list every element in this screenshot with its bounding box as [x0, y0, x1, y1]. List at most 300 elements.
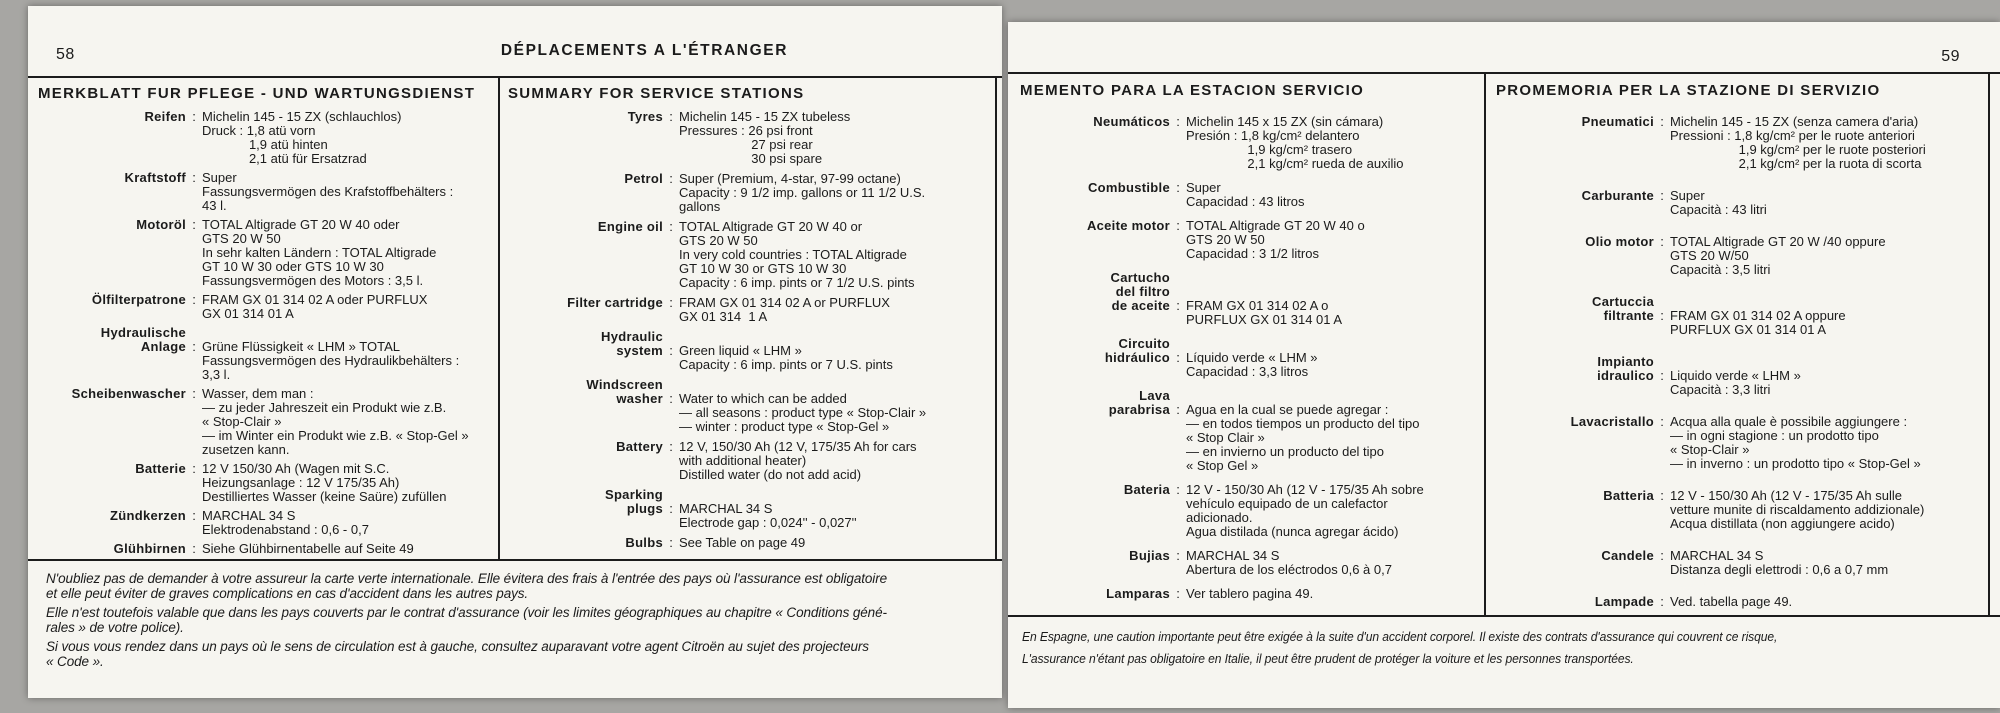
text-line: Abertura de los eléctrodos 0,6 à 0,7 [1186, 562, 1392, 577]
label-value-separator: : [192, 541, 196, 556]
text-line: Fassungsvermögen des Hydraulikbehälters : [202, 353, 460, 368]
spanish-spec-list [1020, 115, 1476, 601]
text-line: FRAM GX 01 314 02 A oppure [1670, 308, 1846, 323]
text-line: Lamparas [1106, 586, 1170, 601]
spec-entry [1020, 549, 1476, 577]
german-spec-list [38, 110, 490, 556]
spec-entry [508, 296, 988, 324]
right-page [1008, 22, 2000, 708]
spec-entry [508, 536, 988, 550]
label-value-separator: : [192, 386, 196, 401]
text-line: system [616, 343, 663, 358]
text-line: MARCHAL 34 S [679, 501, 773, 516]
spec-label [1496, 189, 1654, 217]
text-line: filtrante [1603, 308, 1654, 323]
spec-label [1496, 489, 1654, 531]
spec-value [1186, 299, 1476, 327]
spec-value [1670, 489, 1982, 531]
text-line: Capacidad : 3,3 litros [1186, 364, 1309, 379]
text-line: 1,9 kg/cm² per le ruote posteriori [1670, 142, 1926, 157]
spec-label [38, 171, 186, 213]
spec-value [202, 509, 490, 537]
text-line: Liquido verde « LHM » [1670, 368, 1801, 383]
text-line: Cartuccia [1592, 294, 1654, 309]
label-value-separator: : [1176, 586, 1180, 601]
text-line: Neumáticos [1093, 114, 1170, 129]
column-divider [1484, 72, 1486, 617]
label-value-separator: : [1660, 548, 1664, 563]
text-line: Heizungsanlage : 12 V 175/35 Ah) [202, 475, 400, 490]
text-line: TOTAL Altigrade GT 20 W 40 o [1186, 218, 1365, 233]
text-line: — in ogni stagione : un prodotto tipo [1670, 428, 1879, 443]
text-line: — in inverno : un prodotto tipo « Stop-Gel » [1670, 456, 1921, 471]
label-value-separator: : [1176, 548, 1180, 563]
spec-label [38, 387, 186, 457]
spec-entry [38, 387, 490, 457]
spec-value [202, 340, 490, 382]
spec-label [1496, 115, 1654, 171]
top-rule [28, 76, 1002, 78]
spec-value [202, 218, 490, 288]
text-line: Olio motor [1585, 234, 1654, 249]
text-line: Lava [1139, 388, 1170, 403]
label-value-separator: : [192, 109, 196, 124]
spec-entry [1020, 219, 1476, 261]
label-value-separator: : [1176, 180, 1180, 195]
text-line: MARCHAL 34 S [1670, 548, 1764, 563]
text-line: Engine oil [597, 219, 663, 234]
spec-entry [1496, 489, 1982, 531]
text-line: Capacità : 43 litri [1670, 202, 1767, 217]
spec-entry [508, 220, 988, 290]
spec-entry [1496, 355, 1982, 397]
page-number-right: 59 [1941, 48, 1960, 65]
spec-value [1186, 549, 1476, 577]
top-rule [1008, 72, 2000, 74]
spec-label [38, 326, 186, 382]
spec-label [1020, 181, 1170, 209]
label-value-separator: : [1660, 234, 1664, 249]
text-line: 1,9 atü hinten [202, 137, 328, 152]
spec-entry [1020, 181, 1476, 209]
text-line: del filtro [1115, 284, 1170, 299]
spec-entry [508, 330, 988, 372]
text-line: Motoröl [136, 217, 186, 232]
text-line: adicionado. [1186, 510, 1253, 525]
label-value-separator: : [669, 439, 673, 454]
spec-entry [508, 440, 988, 482]
text-line: 1,9 kg/cm² trasero [1186, 142, 1353, 157]
text-line: Ved. tabella page 49. [1670, 594, 1793, 609]
spec-value [1186, 115, 1476, 171]
text-line: washer [616, 391, 663, 406]
text-line: Agua en la cual se puede agregar : [1186, 402, 1389, 417]
spec-label [508, 536, 663, 550]
label-value-separator: : [669, 171, 673, 186]
text-line: Battery [616, 439, 663, 454]
spec-value [679, 392, 988, 434]
spec-entry [38, 218, 490, 288]
spec-label [38, 218, 186, 288]
spec-label [508, 488, 663, 530]
text-line: Distilled water (do not add acid) [679, 467, 862, 482]
text-line: Pressures : 26 psi front [679, 123, 813, 138]
text-line: Super [1186, 180, 1221, 195]
spec-label [1496, 355, 1654, 397]
text-line: Capacity : 6 imp. pints or 7 U.S. pints [679, 357, 893, 372]
text-line: 12 V - 150/30 Ah (12 V - 175/35 Ah sulle [1670, 488, 1902, 503]
german-column-heading: MERKBLATT FUR PFLEGE - UND WARTUNGSDIENST [38, 85, 476, 102]
text-line: Cartucho [1110, 270, 1170, 285]
spec-label [38, 293, 186, 321]
text-line: GX 01 314 01 A [202, 306, 294, 321]
spec-value [1186, 403, 1476, 473]
label-value-separator: : [669, 391, 673, 406]
spec-value [202, 462, 490, 504]
text-line: MARCHAL 34 S [1186, 548, 1280, 563]
text-line: Fassungsvermögen des Krafstoffbehälters : [202, 184, 454, 199]
spec-entry [38, 542, 490, 556]
spec-value [202, 171, 490, 213]
spec-label [508, 296, 663, 324]
italian-column [1496, 82, 1982, 627]
english-column [508, 85, 988, 556]
spec-label [1496, 415, 1654, 471]
text-line: Druck : 1,8 atü vorn [202, 123, 316, 138]
text-line: See Table on page 49 [679, 535, 806, 550]
spec-value [1186, 587, 1476, 601]
spec-value [1670, 595, 1982, 609]
spec-label [1020, 337, 1170, 379]
spec-label [38, 509, 186, 537]
text-line: — all seasons : product type « Stop-Clair » [679, 405, 927, 420]
english-column-heading: SUMMARY FOR SERVICE STATIONS [508, 85, 805, 102]
text-line: Green liquid « LHM » [679, 343, 802, 358]
spec-value [1670, 549, 1982, 577]
spec-value [679, 220, 988, 290]
text-line: In very cold countries : TOTAL Altigrade [679, 247, 907, 262]
spec-label [1496, 235, 1654, 277]
spec-label [1020, 549, 1170, 577]
text-line: plugs [626, 501, 663, 516]
spec-value [1670, 235, 1982, 277]
spec-entry [1020, 115, 1476, 171]
text-line: Zündkerzen [110, 508, 186, 523]
spec-value [679, 536, 988, 550]
spec-label [1496, 549, 1654, 577]
label-value-separator: : [1176, 218, 1180, 233]
text-line: vetture munite di riscaldamento addizionale) [1670, 502, 1925, 517]
text-line: Reifen [144, 109, 186, 124]
spec-label [1020, 587, 1170, 601]
text-line: Petrol [624, 171, 663, 186]
label-value-separator: : [192, 461, 196, 476]
spec-entry [508, 488, 988, 530]
text-line: FRAM GX 01 314 02 A o [1186, 298, 1329, 313]
spec-value [679, 296, 988, 324]
text-line: Anlage [140, 339, 186, 354]
spec-label [508, 378, 663, 434]
label-value-separator: : [1176, 482, 1180, 497]
text-line: MARCHAL 34 S [202, 508, 296, 523]
text-line: — im Winter ein Produkt wie z.B. « Stop-Gel » [202, 428, 469, 443]
spec-label [1020, 389, 1170, 473]
text-line: Combustible [1087, 180, 1170, 195]
text-line: Pneumatici [1581, 114, 1654, 129]
text-line: Capacidad : 3 1/2 litros [1186, 246, 1319, 261]
spec-value [1186, 181, 1476, 209]
text-line: « Code ». [46, 654, 104, 669]
label-value-separator: : [192, 170, 196, 185]
label-value-separator: : [1176, 114, 1180, 129]
footer-paragraph [46, 639, 994, 669]
text-line: Acqua alla quale è possibile aggiungere : [1670, 414, 1908, 429]
spec-value [679, 344, 988, 372]
label-value-separator: : [1660, 594, 1664, 609]
spec-entry [508, 378, 988, 434]
text-line: TOTAL Altigrade GT 20 W 40 oder [202, 217, 400, 232]
spec-value [1186, 351, 1476, 379]
label-value-separator: : [192, 508, 196, 523]
spec-label [1496, 295, 1654, 337]
text-line: GTS 20 W 50 [679, 233, 758, 248]
text-line: GTS 20 W 50 [202, 231, 281, 246]
text-line: Filter cartridge [567, 295, 663, 310]
text-line: « Stop Gel » [1186, 458, 1259, 473]
text-line: Windscreen [586, 377, 663, 392]
text-line: Elektrodenabstand : 0,6 - 0,7 [202, 522, 369, 537]
spec-entry [1496, 595, 1982, 609]
text-line: Bateria [1123, 482, 1170, 497]
text-line: Sparking [604, 487, 663, 502]
text-line: 2,1 kg/cm² rueda de auxilio [1186, 156, 1404, 171]
spec-value [1670, 415, 1982, 471]
text-line: Michelin 145 x 15 ZX (sin cámara) [1186, 114, 1384, 129]
spec-entry [508, 110, 988, 166]
text-line: GT 10 W 30 oder GTS 10 W 30 [202, 259, 384, 274]
text-line: Wasser, dem man : [202, 386, 314, 401]
text-line: with additional heater) [679, 453, 807, 468]
text-line: Electrode gap : 0,024'' - 0,027'' [679, 515, 857, 530]
text-line: gallons [679, 199, 721, 214]
text-line: Pressioni : 1,8 kg/cm² per le ruote anteriori [1670, 128, 1915, 143]
text-line: TOTAL Altigrade GT 20 W 40 or [679, 219, 863, 234]
frame-right-rule [1988, 72, 1990, 617]
text-line: 43 l. [202, 198, 227, 213]
spec-label [38, 110, 186, 166]
spec-label [508, 220, 663, 290]
footer-paragraph [46, 571, 994, 601]
text-line: rales » de votre police). [46, 620, 184, 635]
spec-entry [1020, 271, 1476, 327]
text-line: « Stop-Clair » [1670, 442, 1750, 457]
text-line: Aceite motor [1086, 218, 1170, 233]
text-line: 2,1 kg/cm² per la ruota di scorta [1670, 156, 1922, 171]
spanish-column [1020, 82, 1476, 611]
text-line: Capacità : 3,3 litri [1670, 382, 1771, 397]
text-line: Lampade [1594, 594, 1654, 609]
text-line: 3,3 l. [202, 367, 231, 382]
text-line: L'assurance n'étant pas obligatoire en Italie, il peut être prudent de protéger la voiture et les personnes transportées. [1022, 651, 1634, 666]
spec-entry [1496, 235, 1982, 277]
text-line: Kraftstoff [124, 170, 186, 185]
text-line: Candele [1601, 548, 1654, 563]
label-value-separator: : [669, 501, 673, 516]
spec-value [202, 110, 490, 166]
text-line: Capacità : 3,5 litri [1670, 262, 1771, 277]
text-line: Hydraulische [100, 325, 186, 340]
spec-label [38, 462, 186, 504]
spec-entry [1020, 389, 1476, 473]
spec-entry [508, 172, 988, 214]
text-line: TOTAL Altigrade GT 20 W /40 oppure [1670, 234, 1886, 249]
text-line: Super (Premium, 4-star, 97-99 octane) [679, 171, 901, 186]
text-line: — en invierno un producto del tipo [1186, 444, 1385, 459]
text-line: In sehr kalten Ländern : TOTAL Altigrade [202, 245, 437, 260]
spanish-column-heading: MEMENTO PARA LA ESTACION SERVICIO [1020, 82, 1365, 99]
spec-entry [1020, 483, 1476, 539]
spec-entry [1496, 189, 1982, 217]
label-value-separator: : [192, 339, 196, 354]
text-line: Hydraulic [601, 329, 663, 344]
spec-entry [38, 293, 490, 321]
label-value-separator: : [1660, 308, 1664, 323]
italian-column-heading: PROMEMORIA PER LA STAZIONE DI SERVIZIO [1496, 82, 1881, 99]
text-line: zusetzen kann. [202, 442, 290, 457]
text-line: Acqua distillata (non aggiungere acido) [1670, 516, 1895, 531]
spec-value [679, 502, 988, 530]
spec-label [38, 542, 186, 556]
text-line: Water to which can be added [679, 391, 847, 406]
spec-entry [1020, 587, 1476, 601]
text-line: 2,1 atü für Ersatzrad [202, 151, 367, 166]
text-line: idraulico [1597, 368, 1654, 383]
label-value-separator: : [669, 219, 673, 234]
spec-entry [38, 509, 490, 537]
label-value-separator: : [1660, 368, 1664, 383]
text-line: GX 01 314 1 A [679, 309, 768, 324]
text-line: Distanza degli elettrodi : 0,6 a 0,7 mm [1670, 562, 1889, 577]
text-line: Glühbirnen [113, 541, 186, 556]
text-line: FRAM GX 01 314 02 A or PURFLUX [679, 295, 890, 310]
label-value-separator: : [192, 217, 196, 232]
label-value-separator: : [669, 343, 673, 358]
label-value-separator: : [1660, 414, 1664, 429]
italian-spec-list [1496, 115, 1982, 609]
label-value-separator: : [1176, 402, 1180, 417]
page-number-left: 58 [56, 46, 75, 63]
text-line: PURFLUX GX 01 314 01 A [1186, 312, 1343, 327]
text-line: Lavacristallo [1570, 414, 1654, 429]
text-line: de aceite [1111, 298, 1170, 313]
french-spain-italy-note [1022, 626, 1990, 670]
spec-entry [1496, 115, 1982, 171]
text-line: 12 V 150/30 Ah (Wagen mit S.C. [202, 461, 390, 476]
spec-entry [38, 462, 490, 504]
text-line: Agua distilada (nunca agregar ácido) [1186, 524, 1399, 539]
spec-label [1020, 115, 1170, 171]
spec-label [508, 330, 663, 372]
column-divider [498, 76, 500, 561]
text-line: — winter : product type « Stop-Gel » [679, 419, 890, 434]
text-line: Elle n'est toutefois valable que dans les pays couverts par le contrat d'assurance (voir les limites géographiques au chapitre « Conditions géné- [46, 605, 887, 620]
text-line: Michelin 145 - 15 ZX (senza camera d'aria) [1670, 114, 1919, 129]
spec-value [1670, 189, 1982, 217]
spec-label [1020, 219, 1170, 261]
text-line: Super [202, 170, 237, 185]
text-line: Capacity : 6 imp. pints or 7 1/2 U.S. pints [679, 275, 915, 290]
spec-value [1670, 115, 1982, 171]
frame-right-rule [995, 76, 997, 561]
spec-value [202, 387, 490, 457]
text-line: Presión : 1,8 kg/cm² delantero [1186, 128, 1360, 143]
text-line: Ver tablero pagina 49. [1186, 586, 1314, 601]
text-line: Si vous vous rendez dans un pays où le sens de circulation est à gauche, consultez auparavant votre agent Citroën au sujet des projecteurs [46, 639, 869, 654]
text-line: hidráulico [1104, 350, 1170, 365]
text-line: et elle peut éviter de graves complications en cas d'accident dans les autres pays. [46, 586, 529, 601]
text-line: GTS 20 W 50 [1186, 232, 1265, 247]
french-insurance-note [46, 571, 994, 673]
text-line: 12 V, 150/30 Ah (12 V, 175/35 Ah for cars [679, 439, 917, 454]
text-line: — en todos tiempos un producto del tipo [1186, 416, 1420, 431]
text-line: Michelin 145 - 15 ZX (schlauchlos) [202, 109, 402, 124]
label-value-separator: : [669, 295, 673, 310]
text-line: Batteria [1603, 488, 1654, 503]
text-line: Siehe Glühbirnentabelle auf Seite 49 [202, 541, 414, 556]
text-line: Capacity : 9 1/2 imp. gallons or 11 1/2 U.S. [679, 185, 926, 200]
spec-entry [1496, 549, 1982, 577]
text-line: Bulbs [625, 535, 663, 550]
label-value-separator: : [1176, 350, 1180, 365]
spec-value [679, 110, 988, 166]
label-value-separator: : [1660, 488, 1664, 503]
text-line: 27 psi rear [679, 137, 813, 152]
spec-entry [1496, 415, 1982, 471]
running-header: DÉPLACEMENTS A L'ÉTRANGER [500, 42, 788, 59]
spec-entry [38, 326, 490, 382]
spec-label [508, 110, 663, 166]
spec-label [1020, 483, 1170, 539]
english-spec-list [508, 110, 988, 550]
text-line: GTS 20 W/50 [1670, 248, 1749, 263]
text-line: PURFLUX GX 01 314 01 A [1670, 322, 1827, 337]
text-line: Michelin 145 - 15 ZX tubeless [679, 109, 851, 124]
spec-value [202, 293, 490, 321]
left-page [28, 6, 1002, 698]
label-value-separator: : [669, 109, 673, 124]
text-line: « Stop Clair » [1186, 430, 1265, 445]
spec-value [1670, 309, 1982, 337]
text-line: En Espagne, une caution importante peut être exigée à la suite d'un accident corporel. Il existe des contrats d'assurance qui couvrent ce risque, [1022, 629, 1778, 644]
text-line: Líquido verde « LHM » [1186, 350, 1318, 365]
spec-value [202, 542, 490, 556]
spec-value [1670, 369, 1982, 397]
label-value-separator: : [1660, 114, 1664, 129]
text-line: Batterie [135, 461, 186, 476]
text-line: GT 10 W 30 or GTS 10 W 30 [679, 261, 847, 276]
spec-entry [38, 171, 490, 213]
text-line: Ölfilterpatrone [91, 292, 186, 307]
label-value-separator: : [1176, 298, 1180, 313]
spec-label [508, 440, 663, 482]
text-line: Destilliertes Wasser (keine Saüre) zufüllen [202, 489, 447, 504]
text-line: Super [1670, 188, 1705, 203]
text-line: FRAM GX 01 314 02 A oder PURFLUX [202, 292, 428, 307]
text-line: Impianto [1597, 354, 1654, 369]
text-line: Tyres [627, 109, 663, 124]
spec-label [1496, 595, 1654, 609]
text-line: — zu jeder Jahreszeit ein Produkt wie z.B. [202, 400, 447, 415]
